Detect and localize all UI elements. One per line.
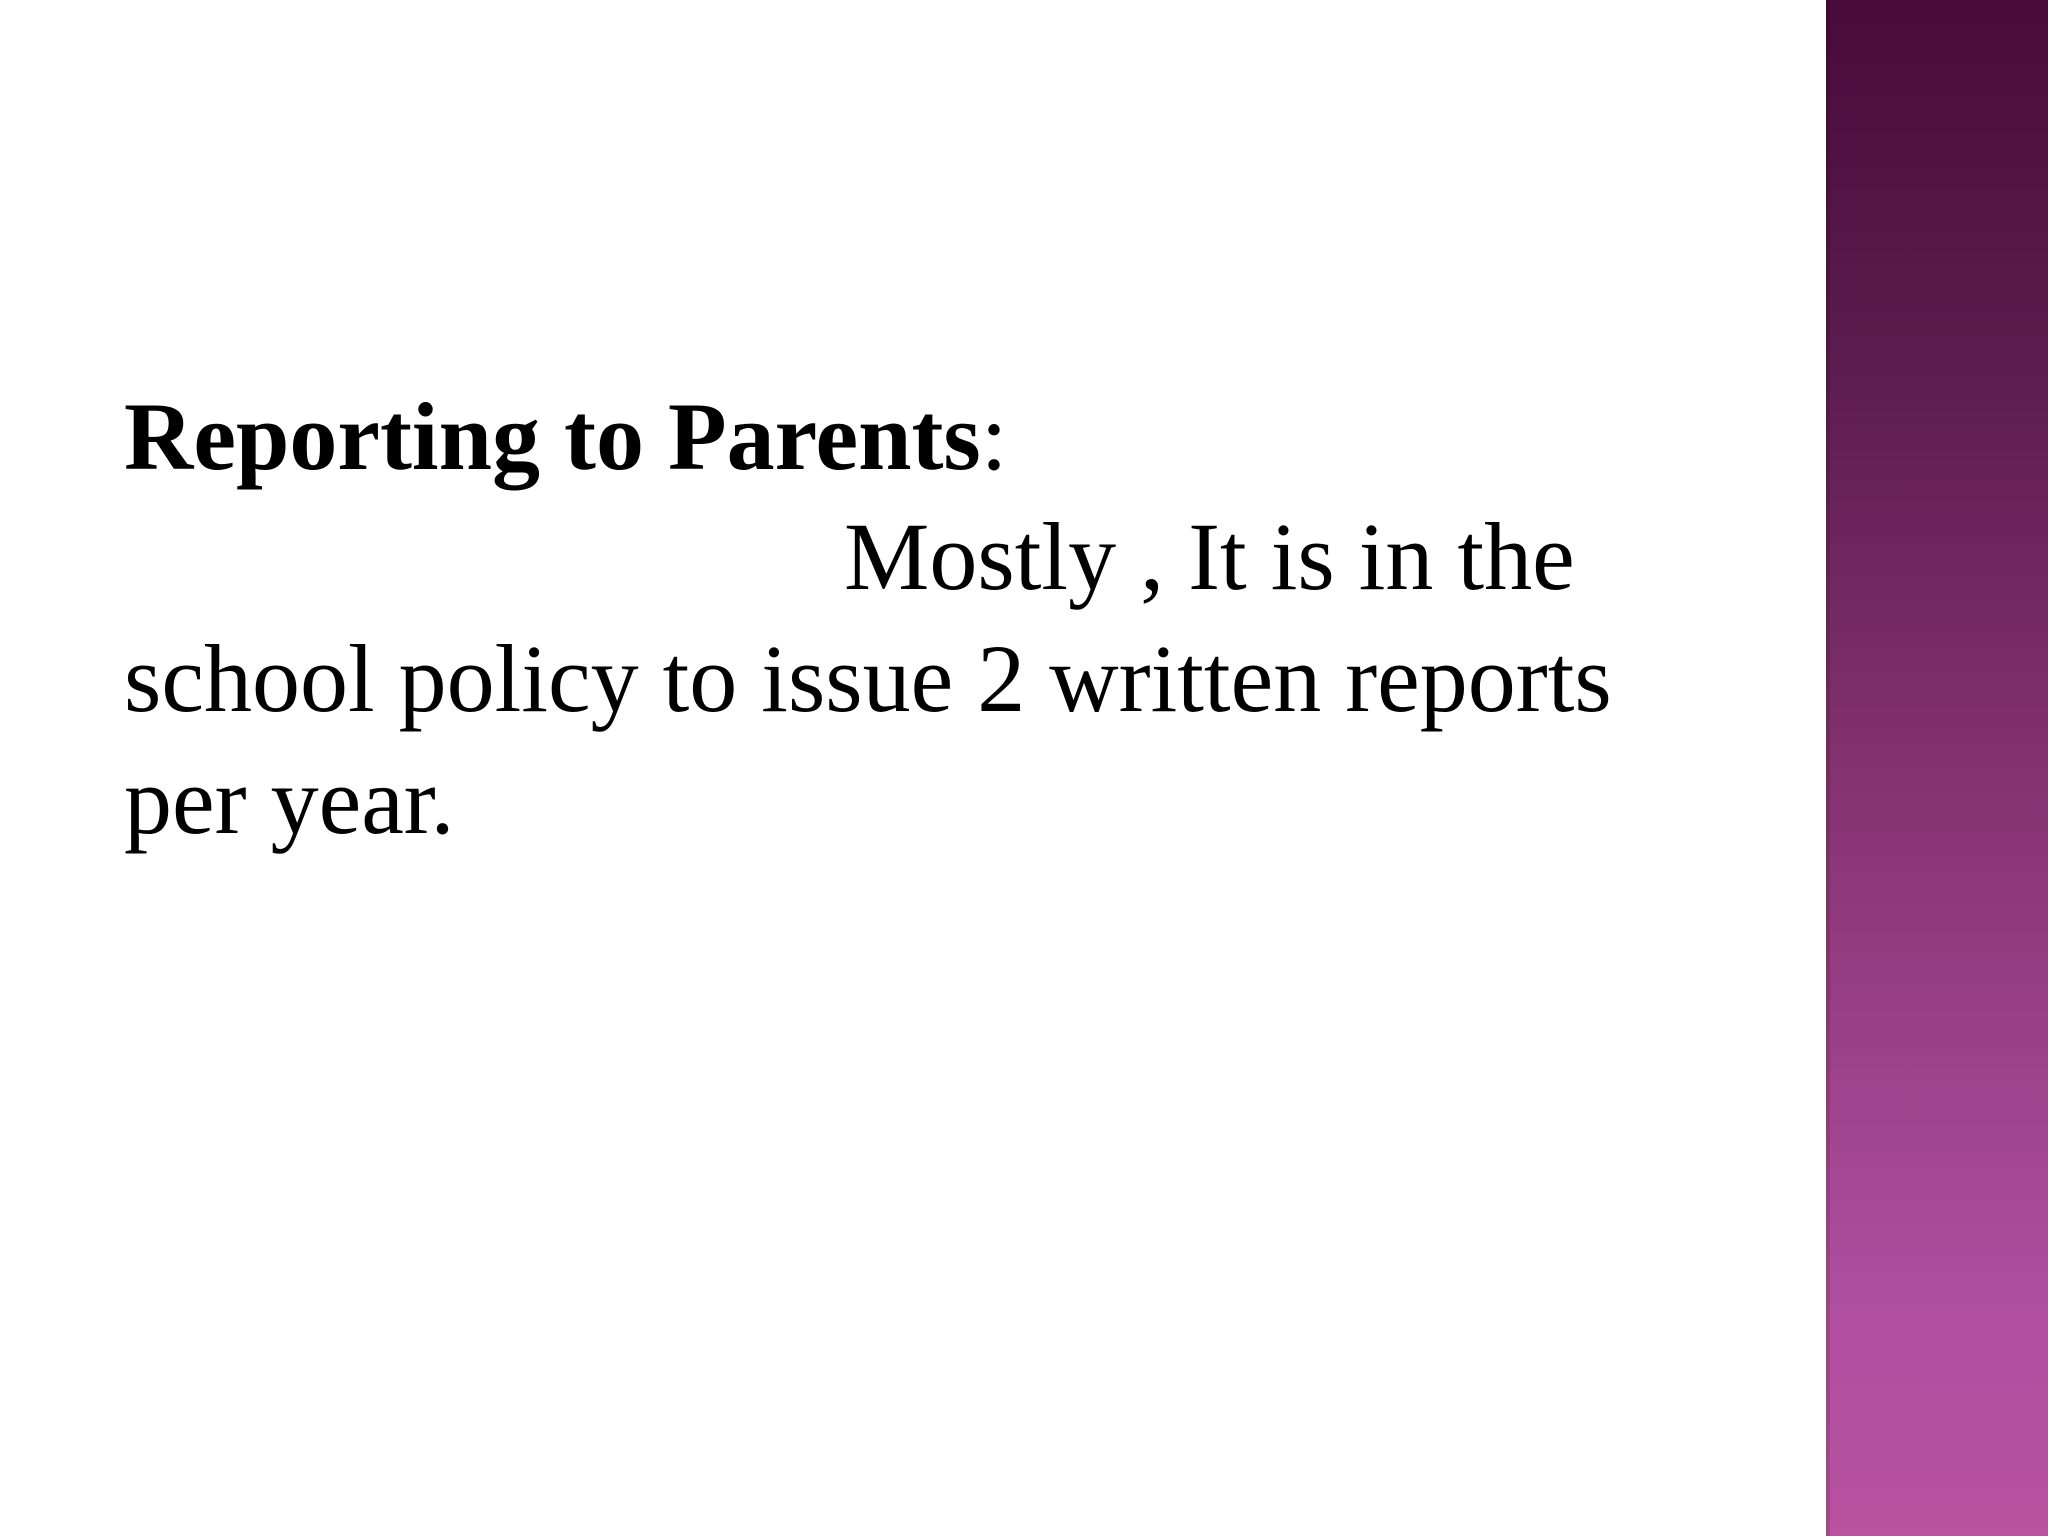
body-line-1 (124, 496, 1724, 618)
slide-heading (124, 378, 1724, 496)
slide-body (124, 496, 1724, 862)
heading-bold-text: Reporting to Parents (124, 383, 981, 490)
side-band-edge (1826, 0, 1830, 1536)
slide-content (124, 378, 1724, 862)
body-line-3: per year. (124, 747, 455, 854)
body-line-1-text: Mostly , It is in the (844, 503, 1575, 610)
body-line-2: school policy to issue 2 written reports (124, 625, 1612, 732)
heading-suffix: : (980, 383, 1008, 490)
decorative-side-band (1826, 0, 2048, 1536)
